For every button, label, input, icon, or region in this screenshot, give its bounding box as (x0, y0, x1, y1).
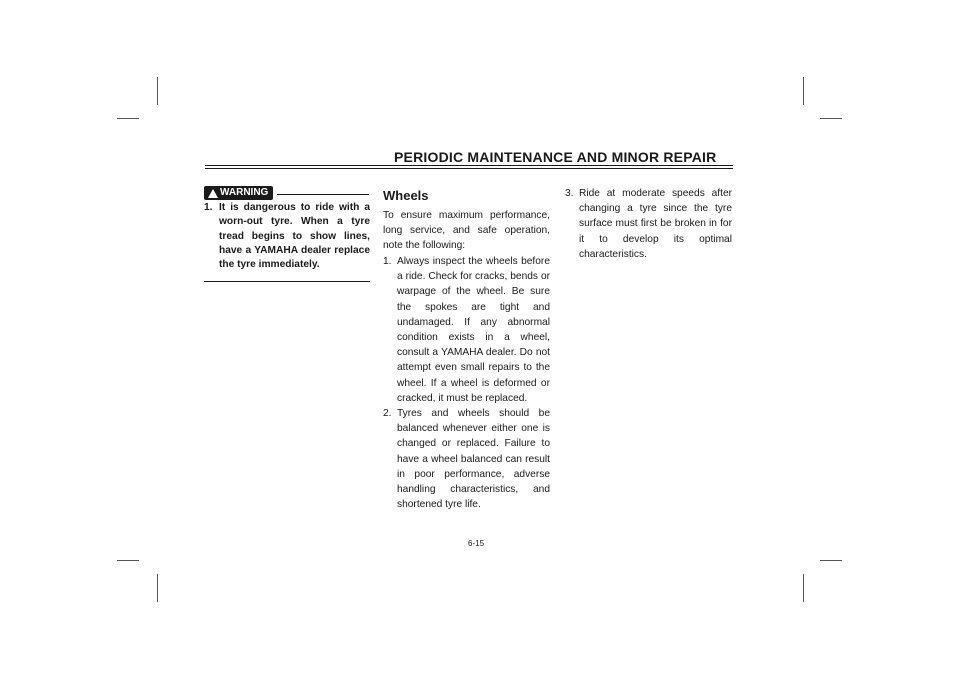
list-item-text: Ride at moderate speeds after changing a tyre since the tyre surface must first be broken in for it to develop its optimal characteristics. (579, 188, 732, 260)
crop-mark (820, 560, 842, 561)
crop-mark (803, 574, 804, 602)
wheels-list (383, 254, 550, 512)
list-item (383, 406, 550, 512)
crop-mark (157, 77, 158, 105)
page-header-title: PERIODIC MAINTENANCE AND MINOR REPAIR (394, 149, 717, 165)
list-item-number: 3. (565, 188, 574, 199)
warning-item-text: It is dangerous to ride with a worn-out tyre. When a tyre tread begins to show lines, have a YAMAHA dealer replace the tyre immediately. (219, 202, 370, 271)
list-item-number: 2. (383, 408, 392, 420)
warning-item-number: 1. (204, 202, 213, 213)
crop-mark (117, 118, 139, 119)
crop-mark (117, 560, 139, 561)
crop-mark (820, 118, 842, 119)
wheels-list-continued (565, 186, 732, 262)
warning-item (204, 201, 370, 272)
list-item (565, 186, 732, 262)
warning-bottom-rule (204, 281, 370, 282)
list-item (383, 254, 550, 406)
warning-triangle-icon (208, 189, 218, 198)
section-intro: To ensure maximum performance, long service, and safe operation, note the following: (383, 210, 550, 252)
warning-badge-label: WARNING (220, 187, 269, 198)
warning-badge (204, 186, 273, 200)
list-item-number: 1. (383, 256, 392, 267)
crop-mark (803, 77, 804, 105)
list-item-text: Tyres and wheels should be balanced whenever either one is changed or replaced. Failure to have a wheel balanced can result in poor performance, adverse handling characteristics, and shortened tyre life. (397, 408, 550, 511)
list-item-text: Always inspect the wheels before a ride. Check for cracks, bends or warpage of the wheel. Be sure the spokes are tight and undamaged. If any abnormal condition exists in a wheel, consult a YAMAHA dealer. Do not attempt even small repairs to the wheel. If a wheel is deformed or cracked, it must be replaced. (397, 256, 550, 404)
page-number: 6-15 (468, 539, 485, 548)
header-rule (205, 165, 733, 169)
warning-top-rule (277, 194, 369, 195)
crop-mark (157, 574, 158, 602)
section-title: Wheels (383, 188, 429, 203)
